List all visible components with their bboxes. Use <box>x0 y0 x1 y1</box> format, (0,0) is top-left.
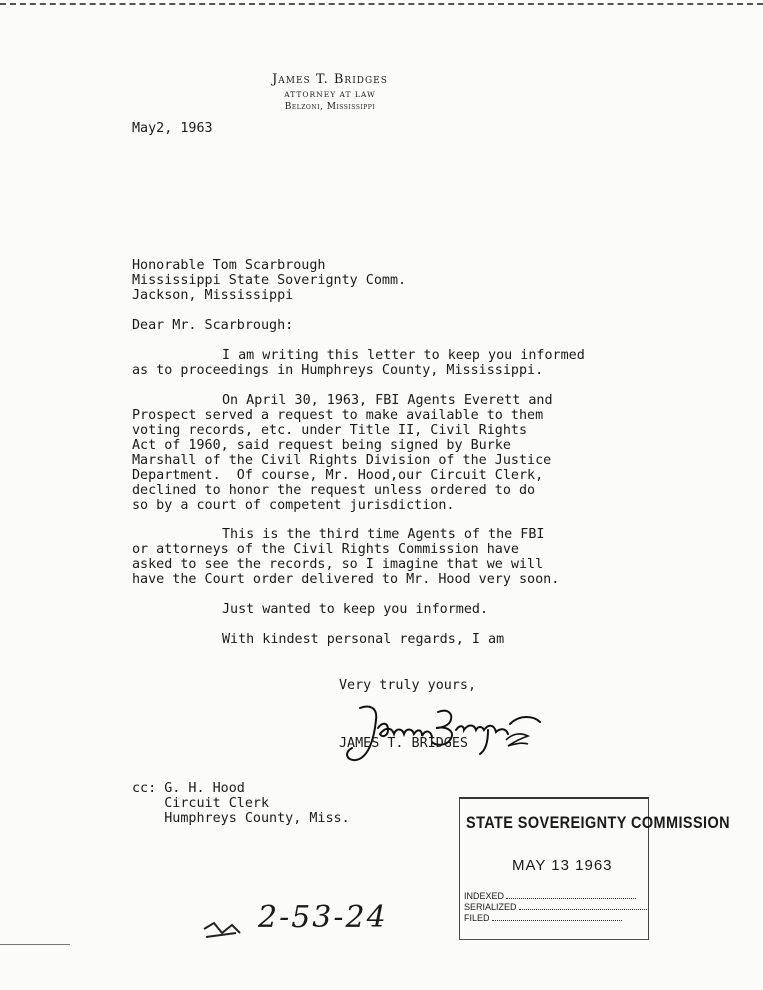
page-edge-perforation <box>0 3 763 5</box>
address-line: Honorable Tom Scarbrough <box>132 258 326 273</box>
paragraph-line: With kindest personal regards, I am <box>222 632 505 647</box>
cc-line: Circuit Clerk <box>132 796 270 811</box>
address-line: Jackson, Mississippi <box>132 288 294 303</box>
paragraph-line: or attorneys of the Civil Rights Commission have <box>132 542 519 557</box>
paragraph-line: On April 30, 1963, FBI Agents Everett and <box>222 393 553 408</box>
ink-scribble <box>200 915 250 945</box>
paragraph-line: I am writing this letter to keep you informed <box>222 348 585 363</box>
cc-line: cc: G. H. Hood <box>132 781 245 796</box>
signer-name: JAMES T. BRIDGES <box>339 736 468 751</box>
stamp-serialized-line: SERIALIZED <box>464 902 649 912</box>
address-line: Mississippi State Soverignty Comm. <box>132 273 407 288</box>
paragraph-line: declined to honor the request unless ordered to do <box>132 483 536 498</box>
paragraph-line: voting records, etc. under Title II, Civil Rights <box>132 423 528 438</box>
handwritten-file-number: 2-53-24 <box>258 900 388 935</box>
commission-received-stamp <box>459 797 731 940</box>
stamp-filed-line: FILED <box>464 913 622 923</box>
paragraph-line: Just wanted to keep you informed. <box>222 602 489 617</box>
paragraph-line: This is the third time Agents of the FBI <box>222 527 545 542</box>
paragraph-line: Marshall of the Civil Rights Division of the Justice <box>132 453 552 468</box>
letter-date: May2, 1963 <box>132 121 213 136</box>
paragraph-line: as to proceedings in Humphreys County, Mississippi. <box>132 363 544 378</box>
paragraph-line: Act of 1960, said request being signed by Burke <box>132 438 511 453</box>
letterhead-name: James T. Bridges <box>272 72 388 87</box>
stamp-indexed-line: INDEXED <box>464 891 636 901</box>
cc-line: Humphreys County, Miss. <box>132 811 350 826</box>
paragraph-line: Department. Of course, Mr. Hood,our Circuit Clerk, <box>132 468 544 483</box>
stamp-date: MAY 13 1963 <box>512 857 613 874</box>
paragraph-line: so by a court of competent jurisdiction. <box>132 498 455 513</box>
letterhead <box>240 72 420 112</box>
closing: Very truly yours, <box>339 678 477 693</box>
paragraph-line: Prospect served a request to make available to them <box>132 408 544 423</box>
paragraph-line: asked to see the records, so I imagine that we will <box>132 557 544 572</box>
handwritten-signature <box>338 700 548 770</box>
letterhead-place: Belzoni, Mississippi <box>284 102 376 112</box>
letterhead-title: ATTORNEY AT LAW <box>284 90 376 99</box>
paragraph-line: have the Court order delivered to Mr. Hood very soon. <box>132 572 560 587</box>
page-edge-mark <box>0 944 70 945</box>
stamp-title: STATE SOVEREIGNTY COMMISSION <box>466 813 731 832</box>
salutation: Dear Mr. Scarbrough: <box>132 318 294 333</box>
